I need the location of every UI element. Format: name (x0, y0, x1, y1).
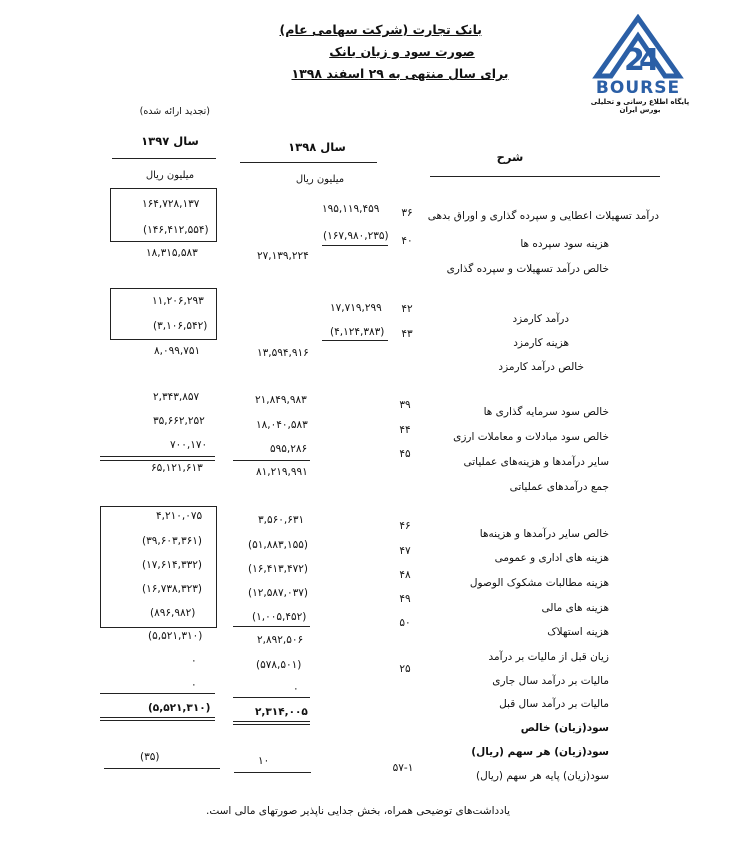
value-1397: (۱۶,۷۳۸,۳۲۳) (142, 583, 202, 595)
row-label: سود(زیان) خالص (520, 722, 609, 734)
value-1397: ۰ (191, 655, 197, 667)
row-label: خالص درآمد تسهیلات و سپرده گذاری (446, 263, 609, 275)
note-ref: ۴۰ (401, 235, 413, 247)
value-1398: ۱۸,۰۴۰,۵۸۳ (256, 419, 308, 431)
description-header: شرح (496, 150, 524, 164)
value-1398: (۱,۰۰۵,۴۵۲) (252, 611, 307, 623)
row-label: مالیات بر درآمد سال قبل (499, 698, 609, 710)
value-1397: ۴,۲۱۰,۰۷۵ (156, 510, 203, 522)
note-ref: ۳۹ (399, 399, 411, 411)
value-1397: (۱۷,۶۱۴,۳۳۲) (142, 559, 202, 571)
row-label: سود(زیان) پایه هر سهم (ریال) (476, 770, 609, 782)
value-1397: ۸,۰۹۹,۷۵۱ (154, 345, 201, 357)
note-ref: ۳۶ (401, 207, 413, 219)
unit-1397: میلیون ریال (145, 170, 195, 181)
row-label: خالص سایر درآمدها و هزینه‌ها (479, 528, 609, 540)
rule-net-1398 (233, 721, 310, 722)
value-1397: (۳,۱۰۶,۵۴۲) (153, 320, 208, 332)
value-1397: ۱۶۴,۷۲۸,۱۳۷ (142, 198, 200, 210)
value-1398: ۲۷,۱۳۹,۲۲۴ (257, 250, 309, 262)
rule-op-1397 (100, 456, 215, 457)
svg-text:4: 4 (639, 43, 660, 78)
period-title: برای سال منتهی به ۲۹ اسفند ۱۳۹۸ (291, 66, 509, 81)
footer-note: یادداشت‌های توضیحی همراه، بخش جدایی ناپذیر صورتهای مالی است. (205, 805, 510, 817)
row-label: سود(زیان) هر سهم (ریال) (471, 746, 609, 758)
value-1397: (۱۴۶,۴۱۲,۵۵۴) (143, 224, 209, 236)
row-label: درآمد کارمزد (512, 313, 569, 325)
row-label: هزینه های اداری و عمومی (494, 552, 609, 564)
rule-net-1397 (100, 717, 215, 718)
value-1398: ۵۹۵,۲۸۶ (270, 443, 308, 455)
row-label: خالص سود مبادلات و معاملات ارزی (453, 431, 609, 443)
value-1398: ۲۱,۸۴۹,۹۸۳ (255, 394, 307, 406)
year-1397-header: سال ۱۳۹۷ (141, 134, 199, 148)
note-ref: ۴۵ (399, 448, 411, 460)
value-1398: ۲,۳۱۴,۰۰۵ (255, 706, 308, 718)
value-1398: ۰ (293, 683, 299, 695)
unit-1398: میلیون ریال (295, 174, 345, 185)
row-label: خالص سود سرمایه گذاری ها (483, 406, 609, 418)
note-ref: ۴۷ (399, 545, 411, 557)
value-1397: ۱۸,۳۱۵,۵۸۳ (146, 247, 198, 259)
value-1397: ۶۵,۱۲۱,۶۱۳ (151, 462, 203, 474)
value-1398: (۱۶,۴۱۳,۴۷۲) (248, 563, 308, 575)
row-label: درآمد تسهیلات اعطایی و سپرده گذاری و اوراق بدهی (427, 210, 659, 222)
rule-tax-1398 (233, 697, 310, 698)
rule-tax-1397 (100, 693, 215, 694)
rule-op-1397b (100, 460, 215, 461)
row-label: هزینه استهلاک (547, 626, 609, 638)
value-1397: ۰ (191, 679, 197, 691)
rule-fee-1398 (322, 340, 388, 341)
row-label: هزینه مطالبات مشکوک الوصول (469, 577, 609, 589)
value-1398: (۵۷۸,۵۰۱) (256, 659, 302, 671)
value-1398: (۴,۱۲۴,۳۸۳) (330, 326, 385, 338)
header-rule-desc (430, 176, 660, 177)
rule-eps-1397 (104, 768, 220, 769)
row-label: هزینه کارمزد (513, 337, 569, 349)
header-rule-1398 (240, 162, 377, 163)
company-name: بانک تجارت (شرکت سهامی عام) (279, 22, 482, 37)
value-1398: ۳,۵۶۰,۶۳۱ (258, 514, 305, 526)
header-rule-1397 (112, 158, 216, 159)
value-1398: (۱۲,۵۸۷,۰۳۷) (248, 587, 308, 599)
note-ref: ۲۵ (399, 663, 411, 675)
value-1398: (۵۱,۸۸۳,۱۵۵) (248, 539, 308, 551)
value-1397: ۱۱,۲۰۶,۲۹۳ (152, 295, 204, 307)
row-label: سایر درآمدها و هزینه‌های عملیاتی (463, 456, 609, 468)
row-label: هزینه های مالی (541, 602, 609, 614)
rule-interest-1398 (322, 245, 388, 246)
note-ref: ۴۹ (399, 593, 411, 605)
note-ref: ۴۳ (401, 328, 413, 340)
note-ref: ۴۸ (399, 569, 411, 581)
value-1397: ۲,۳۴۳,۸۵۷ (153, 391, 200, 403)
value-1398: ۱۹۵,۱۱۹,۴۵۹ (322, 203, 380, 215)
rule-net-1398b (233, 724, 310, 725)
value-1397: ۷۰۰,۱۷۰ (170, 439, 208, 451)
logo-subtitle: پایگاه اطلاع رسانی و تحلیلی بورس ایران (590, 98, 690, 114)
value-1397: ۳۵,۶۶۲,۲۵۲ (153, 415, 205, 427)
statement-title: صورت سود و زیان بانک (329, 44, 475, 59)
row-label: جمع درآمدهای عملیاتی (509, 481, 609, 493)
value-1397: (۸۹۶,۹۸۲) (150, 607, 196, 619)
rule-eps-1398 (234, 772, 311, 773)
note-ref: ۴۶ (399, 520, 411, 532)
note-ref: ۵۰ (399, 617, 411, 629)
svg-text:2: 2 (624, 43, 645, 78)
value-1398: ۲,۸۹۲,۵۰۶ (257, 634, 304, 646)
value-1398: ۱۷,۷۱۹,۲۹۹ (330, 302, 382, 314)
year-1398-header: سال ۱۳۹۸ (288, 140, 346, 154)
value-1397: (۵,۵۲۱,۳۱۰) (148, 630, 203, 642)
value-1397: (۵,۵۲۱,۳۱۰) (148, 702, 211, 714)
note-ref: ۵۷-۱ (392, 762, 414, 774)
rule-exp-1398 (233, 626, 310, 627)
value-1397: (۳۹,۶۰۳,۳۶۱) (142, 535, 202, 547)
restated-note: (تجدید ارائه شده) (139, 106, 210, 117)
row-label: خالص درآمد کارمزد (498, 361, 584, 373)
note-ref: ۴۲ (401, 303, 413, 315)
rule-net-1397b (100, 720, 215, 721)
value-1398: (۱۶۷,۹۸۰,۲۳۵) (323, 230, 389, 242)
value-1398: ۸۱,۲۱۹,۹۹۱ (256, 466, 308, 478)
note-ref: ۴۴ (399, 424, 411, 436)
row-label: هزینه سود سپرده ها (520, 238, 609, 250)
logo-text: BOURSE (595, 78, 681, 98)
row-label: مالیات بر درآمد سال جاری (492, 675, 609, 687)
row-label: زیان قبل از مالیات بر درآمد (488, 651, 609, 663)
rule-op-1398 (233, 460, 310, 461)
value-1398: ۱۳,۵۹۴,۹۱۶ (257, 347, 309, 359)
value-1397: (۳۵) (140, 751, 160, 763)
value-1398: ۱۰ (258, 755, 270, 767)
